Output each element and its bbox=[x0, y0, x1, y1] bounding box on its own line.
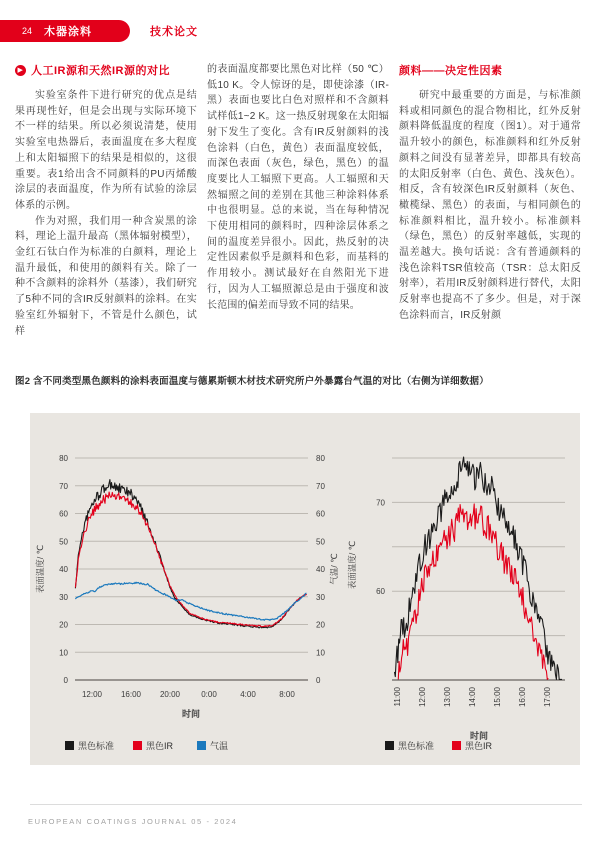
svg-text:黑色标准: 黑色标准 bbox=[78, 741, 115, 751]
heading-pigments bbox=[399, 62, 581, 78]
arrow-bullet-icon: ▶ bbox=[15, 65, 26, 76]
paragraph: 作为对照，我们用一种含炭黑的涂料，理论上温升最高（黑体辐射模型），金红石钛白作为标准的白颜料，理论上温升最低，和使用的颜料有关。除了一种不含颜料的涂料外（基漆），我们研究了5种不同的含IR反射颜料的涂料。在实验室红外辐射下，不管是什么颜色，试样 bbox=[15, 215, 197, 337]
svg-text:0: 0 bbox=[63, 676, 68, 685]
svg-text:60: 60 bbox=[316, 509, 325, 519]
svg-text:表面温度/ ℃: 表面温度/ ℃ bbox=[35, 544, 45, 594]
svg-text:黑色IR: 黑色IR bbox=[146, 741, 174, 751]
svg-text:30: 30 bbox=[59, 592, 68, 602]
svg-text:8:00: 8:00 bbox=[279, 690, 295, 699]
svg-text:50: 50 bbox=[316, 537, 325, 547]
page-header bbox=[0, 20, 198, 42]
journal-footer: EUROPEAN COATINGS JOURNAL 05 - 2024 bbox=[28, 817, 238, 826]
svg-text:0:00: 0:00 bbox=[201, 690, 217, 699]
svg-text:70: 70 bbox=[376, 498, 385, 508]
figure2-panel bbox=[30, 413, 580, 765]
svg-text:11:00: 11:00 bbox=[393, 687, 402, 707]
paragraph: 的表面温度都要比黑色对比样（50 ℃）低10 K。令人惊讶的是，即使涂漆（IR-黑）表面也要比白色对照样和不含颜料试样低1~2 K。这一热反射现象在太阳辐射下发生了变化。含有IR反射颜料的浅色涂料（白色，黄色）表面温度较低，而深色表面（灰色，绿色，黑色）的温度要比人工辐照下更高。人工辐照和天然辐照之间的差别在其他三种涂料体系中也很明显。总的来说，当在每种情况下使用相同的颜料时，四种涂层体系之间的温度差异很小。因此，热反射的决定性因素似乎是颜料和色彩，而基料的作用较小。测试最好在自然阳光下进行，因为人工辐照源总是由于强度和波长范围的偏差而导致不同的结果。 bbox=[207, 64, 389, 311]
svg-text:0: 0 bbox=[316, 676, 321, 685]
svg-text:表面温度/ ℃: 表面温度/ ℃ bbox=[347, 540, 357, 590]
svg-text:20: 20 bbox=[59, 620, 68, 630]
column-2 bbox=[207, 62, 389, 339]
figure2-charts bbox=[30, 413, 580, 765]
paragraph: 研究中最重要的方面是，与标准颜料或相同颜色的混合物相比，红外反射颜料降低温度的程度（图1）。对于通常温升较小的颜色，标准颜料和红外反射颜料之间没有显著差异，即都具有较高的太阳反射率（白色、黄色、浅灰色）。相反，含有较深色IR反射颜料（灰色、橄榄绿、黑色）的表面，与相同颜色的标准颜料相比，温升较小。标准颜料（绿色，黑色）的反射率越低，实现的温差越大。换句话说：含有普通颜料的浅色涂料TSR值较高（TSR：总太阳反射率），若用IR反射颜料进行替代，太阳反射率也提高不了多少。但是，对于深色涂料而言，IR反射颜 bbox=[399, 90, 581, 321]
heading-text: 人工IR源和天然IR源的对比 bbox=[31, 65, 170, 77]
svg-text:气温/ ℃: 气温/ ℃ bbox=[329, 553, 339, 585]
svg-text:80: 80 bbox=[59, 454, 68, 463]
section-title: 木器涂料 bbox=[44, 26, 93, 38]
svg-text:14:00: 14:00 bbox=[468, 687, 477, 708]
svg-text:10: 10 bbox=[316, 648, 325, 658]
section-badge bbox=[0, 20, 130, 42]
svg-text:60: 60 bbox=[376, 587, 385, 597]
svg-text:70: 70 bbox=[316, 481, 325, 491]
svg-text:80: 80 bbox=[316, 454, 325, 463]
footer-rule bbox=[30, 804, 582, 805]
svg-text:16:00: 16:00 bbox=[120, 690, 142, 699]
svg-text:30: 30 bbox=[316, 592, 325, 602]
article-type-label: 技术论文 bbox=[150, 26, 198, 38]
page-number: 24 bbox=[22, 26, 33, 36]
svg-text:气温: 气温 bbox=[210, 741, 229, 751]
svg-text:40: 40 bbox=[59, 565, 68, 574]
svg-text:12:00: 12:00 bbox=[418, 687, 427, 708]
column-3 bbox=[399, 62, 581, 339]
svg-text:20: 20 bbox=[316, 620, 325, 630]
svg-text:40: 40 bbox=[316, 565, 325, 574]
heading-ir-comparison bbox=[15, 62, 197, 78]
svg-text:4:00: 4:00 bbox=[240, 690, 256, 699]
svg-text:17:00: 17:00 bbox=[543, 687, 552, 708]
svg-text:时间: 时间 bbox=[181, 709, 201, 719]
svg-text:70: 70 bbox=[59, 481, 68, 491]
svg-text:15:00: 15:00 bbox=[493, 687, 502, 708]
svg-text:16:00: 16:00 bbox=[518, 687, 527, 708]
svg-text:黑色IR: 黑色IR bbox=[465, 741, 493, 751]
svg-text:13:00: 13:00 bbox=[443, 687, 452, 708]
figure2-caption: 图2 含不同类型黑色颜料的涂料表面温度与德累斯顿木材技术研究所户外暴露台气温的对比（右侧为详细数据） bbox=[15, 376, 489, 387]
svg-text:时间: 时间 bbox=[469, 731, 489, 741]
svg-text:黑色标准: 黑色标准 bbox=[398, 741, 435, 751]
heading-text: 颜料——决定性因素 bbox=[399, 65, 503, 77]
svg-text:60: 60 bbox=[59, 509, 68, 519]
svg-text:10: 10 bbox=[59, 648, 68, 658]
column-1 bbox=[15, 62, 197, 339]
article-body bbox=[15, 62, 585, 339]
svg-text:12:00: 12:00 bbox=[81, 690, 103, 699]
svg-text:50: 50 bbox=[59, 537, 68, 547]
paragraph: 实验室条件下进行研究的优点是结果再现性好，但是会出现与实际环境下不一样的结果。所以必须说清楚，使用实验室电热器后，表面温度在多大程度上和太阳辐照下的结果是相似的，这很重要。表1给出含不同颜料的PU丙烯酸涂层的表面温度，作为所有试验的涂层体系的示例。 bbox=[15, 90, 197, 211]
svg-text:20:00: 20:00 bbox=[159, 690, 181, 699]
